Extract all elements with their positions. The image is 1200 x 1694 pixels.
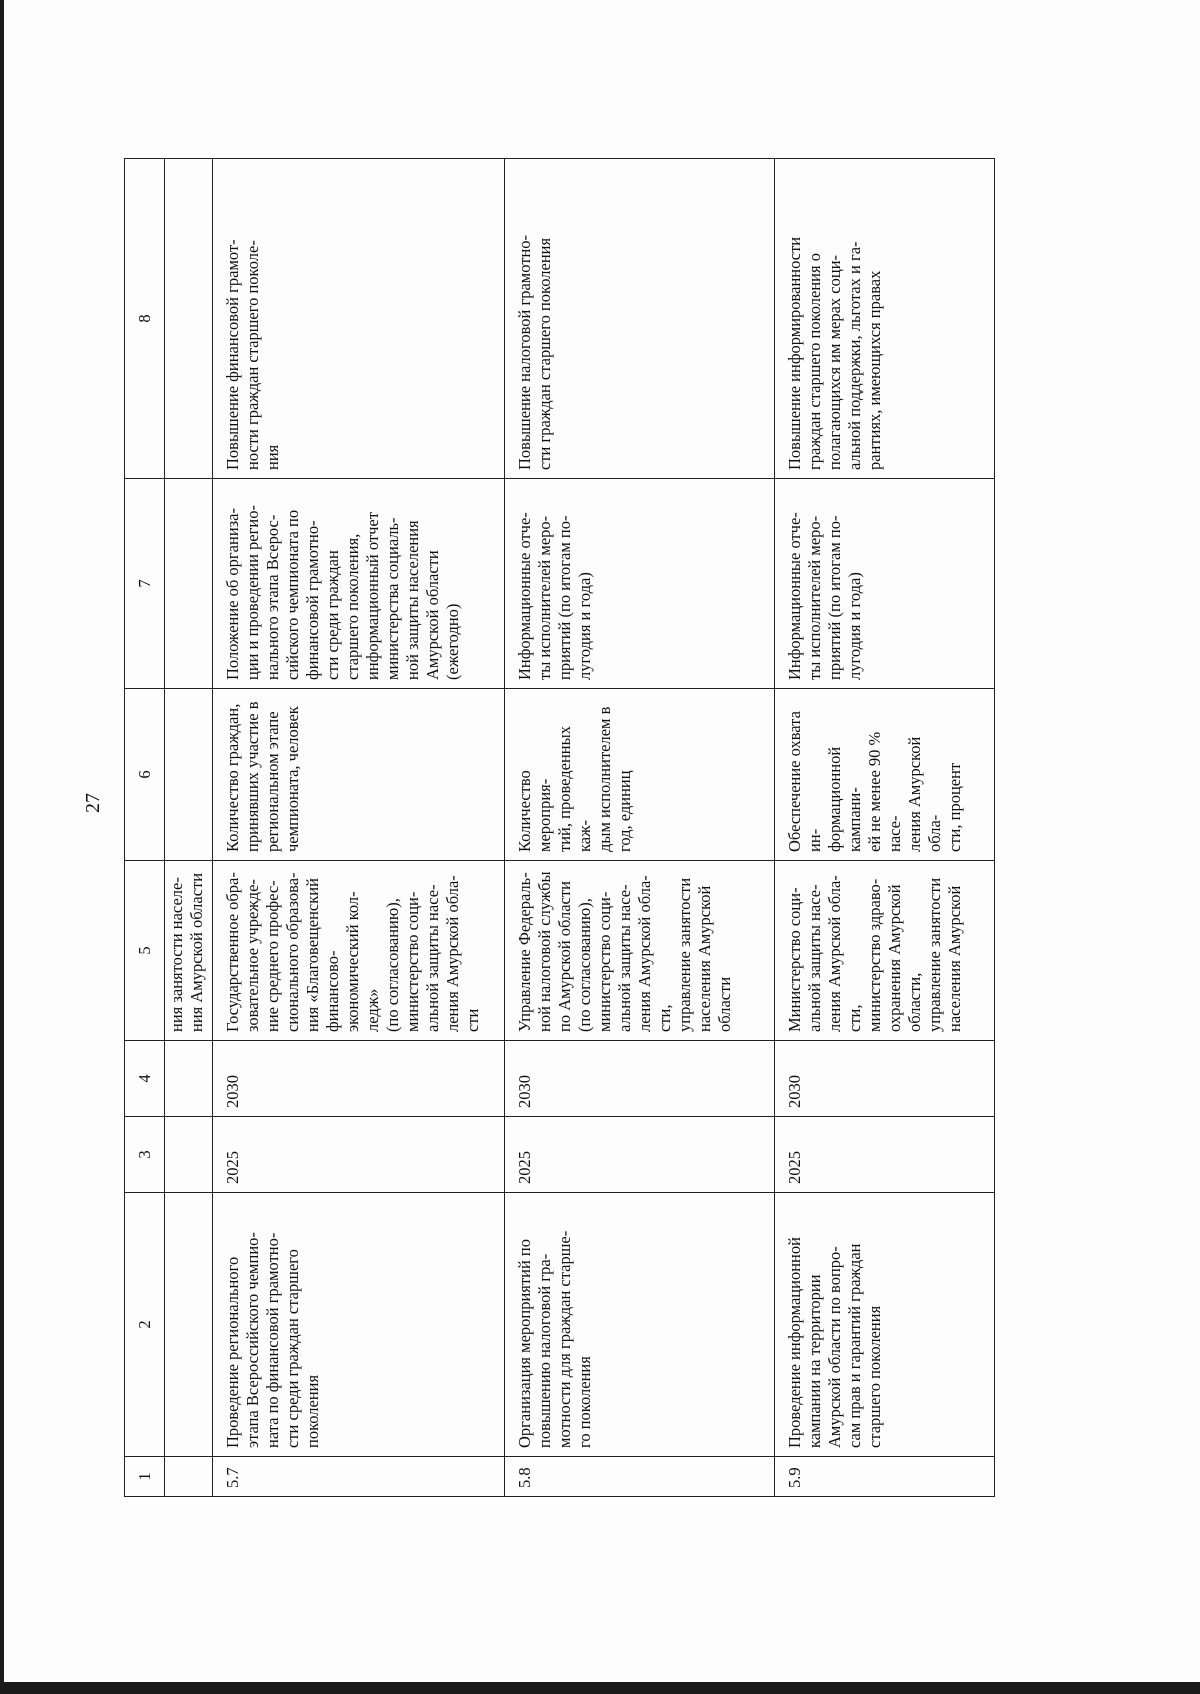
continuation-row xyxy=(165,159,213,1497)
end-year: 2030 xyxy=(785,1075,804,1108)
reporting-document: Информационные отче- ты исполнителей меро- приятий (по итогам по- лугодия и года) xyxy=(785,512,864,680)
measures-table xyxy=(124,158,995,1497)
reporting-document: Положение об организа- ции и проведении регио- нального этапа Всерос- сийского чемпионата по финансовой грамотно- сти среди граждан старшего поколения, информационный отчет министерства социаль- ной защиты населения Амурской области (ежегодно) xyxy=(223,505,462,680)
start-year: 2025 xyxy=(515,1151,534,1184)
end-year: 2030 xyxy=(223,1075,242,1108)
header-cell-2: 2 xyxy=(125,1193,165,1457)
table-row xyxy=(775,159,995,1497)
rotated-page xyxy=(30,0,1144,1606)
row-number: 5.8 xyxy=(515,1467,534,1488)
continuation-executors: ния занятости населе- ния Амурской области xyxy=(167,872,206,1032)
row-number: 5.9 xyxy=(785,1467,804,1488)
event-name: Организация мероприятий по повышению налоговой гра- мотности для граждан старше- го поколения xyxy=(515,1230,594,1448)
page-number: 27 xyxy=(82,793,104,813)
start-year: 2025 xyxy=(785,1151,804,1184)
reporting-document: Информационные отче- ты исполнителей меро- приятий (по итогам по- лугодия и года) xyxy=(515,512,594,680)
executors: Министерство соци- альной защиты насе- ления Амурской обла- сти, министерство здраво- охранения Амурской области, управление занятости населения Амурской xyxy=(785,875,964,1032)
indicator: Количество мероприя- тий, проведенных каж- дым исполнителем в год, единиц xyxy=(515,706,634,852)
header-cell-3: 3 xyxy=(125,1117,165,1193)
expected-result: Повышение финансовой грамот- ности граждан старшего поколе- ния xyxy=(223,239,282,470)
header-cell-6: 6 xyxy=(125,689,165,861)
indicator: Обеспечение охвата ин- формационной кампани- ей не менее 90 % насе- ления Амурской обла- сти, процент xyxy=(785,711,964,852)
expected-result: Повышение налоговой грамотно- сти граждан старшего поколения xyxy=(515,234,554,470)
header-row xyxy=(125,159,165,1497)
expected-result: Повышение информированности граждан старшего поколения о полагающихся им мерах соци- альной поддержки, льготах и га- рантиях, имеющихся правах xyxy=(785,236,884,470)
row-number: 5.7 xyxy=(223,1467,242,1488)
table-row xyxy=(505,159,775,1497)
executors: Государственное обра- зовательное учрежде- ние среднего профес- сионального образова- ния «Благовещенский финансово- экономический кол- ледж» (по согласованию), министерство соци- альной защиты насе- ления Амурской обла- сти xyxy=(223,872,482,1032)
event-name: Проведение регионального этапа Всероссийского чемпио- ната по финансовой грамотно- сти среди граждан старшего поколения xyxy=(223,1232,322,1448)
executors: Управление Федераль- ной налоговой службы по Амурской области (по согласованию), министерство соци- альной защиты насе- ления Амурской обла- сти, управление занятости населения Амурской области xyxy=(515,871,734,1032)
scan-left-edge xyxy=(0,0,4,1694)
end-year: 2030 xyxy=(515,1075,534,1108)
header-cell-7: 7 xyxy=(125,479,165,689)
header-cell-5: 5 xyxy=(125,861,165,1041)
header-cell-4: 4 xyxy=(125,1041,165,1117)
header-cell-1: 1 xyxy=(125,1457,165,1497)
scan-bottom-edge xyxy=(0,1682,1200,1694)
indicator: Количество граждан, принявших участие в региональном этапе чемпионата, человек xyxy=(223,701,302,852)
table-row xyxy=(213,159,505,1497)
start-year: 2025 xyxy=(223,1151,242,1184)
event-name: Проведение информационной кампании на территории Амурской области по вопро- сам прав и гарантий граждан старшего поколения xyxy=(785,1237,884,1448)
header-cell-8: 8 xyxy=(125,159,165,479)
